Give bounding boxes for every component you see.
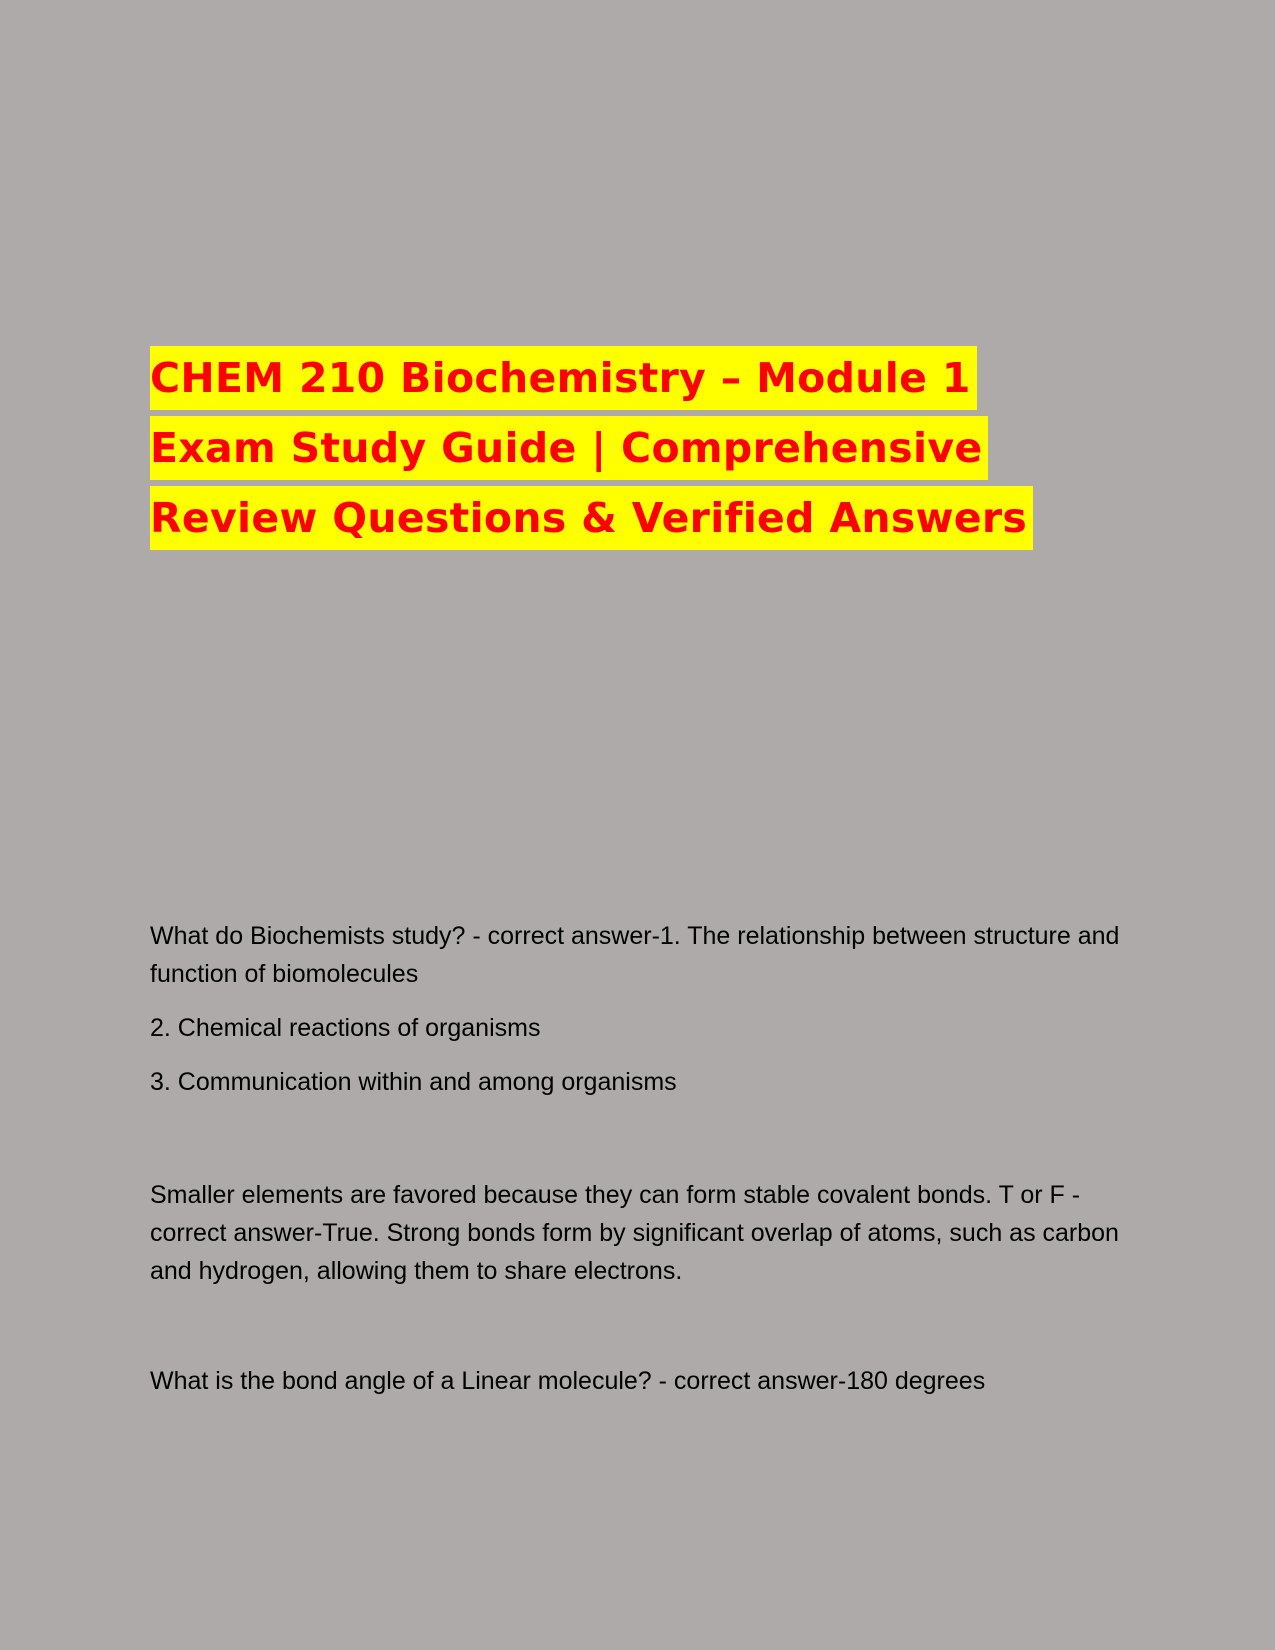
title-line-2: Exam Study Guide | Comprehensive (150, 416, 988, 480)
question-2-text: Smaller elements are favored because they can form stable covalent bonds. T or F - correct answer-True. Strong bonds form by significant overlap of atoms, such as carbon and hydrogen, allowing them to share electrons. (150, 1181, 1119, 1285)
title-row-1 (150, 346, 1130, 416)
answer-1-item-3: 3. Communication within and among organisms (150, 1068, 677, 1096)
answer-1-item-2: 2. Chemical reactions of organisms (150, 1014, 541, 1042)
question-answer-3 (150, 1362, 1130, 1400)
title-line-1: CHEM 210 Biochemistry – Module 1 (150, 346, 977, 410)
question-1-text: What do Biochemists study? - correct answer-1. The relationship between structure and function of biomolecules (150, 922, 1120, 988)
question-answer-2 (150, 1176, 1130, 1290)
document-title (150, 346, 1130, 556)
question-3-text: What is the bond angle of a Linear molecule? - correct answer-180 degrees (150, 1367, 986, 1395)
question-answer-1 (150, 917, 1130, 1101)
title-row-2 (150, 416, 1130, 486)
title-row-3 (150, 486, 1130, 556)
title-line-3: Review Questions & Verified Answers (150, 486, 1033, 550)
